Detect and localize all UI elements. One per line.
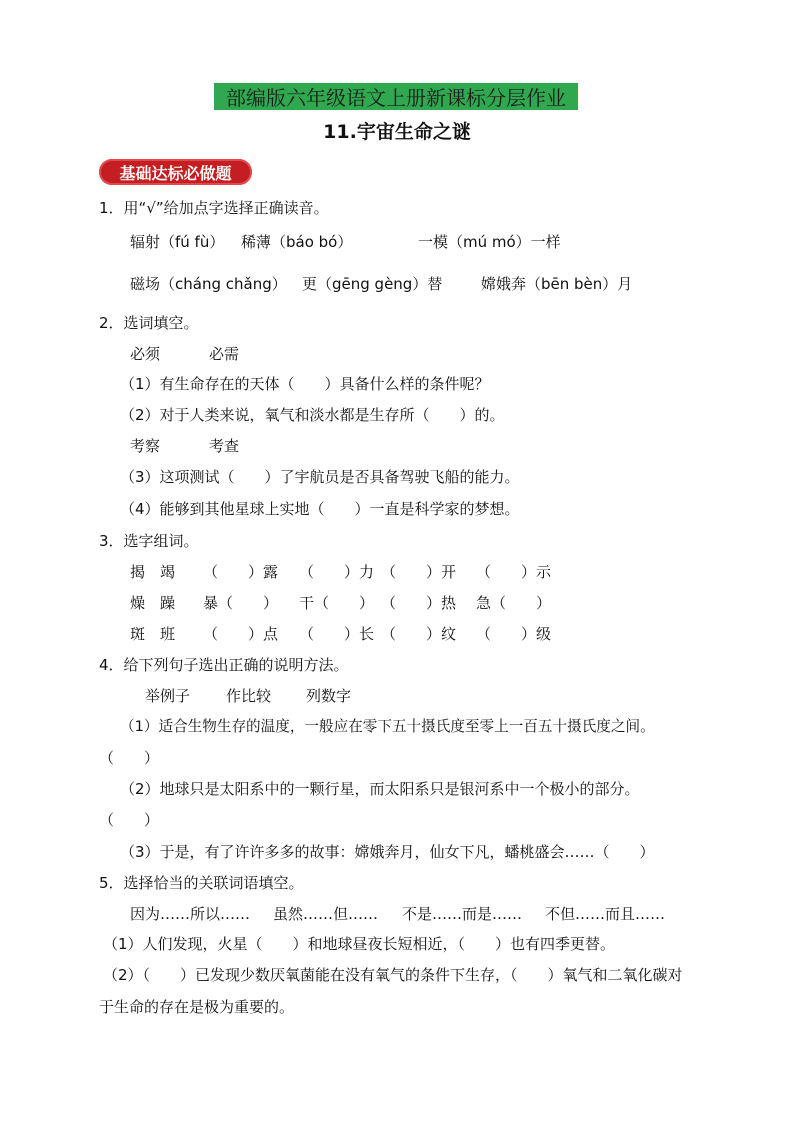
q2-word-option: 考查 [209,437,240,455]
q3-blank: （ ）长 [299,625,375,643]
question-5-title: 5．选择恰当的关联词语填空。 [99,874,304,892]
q2-sentence-3: （3）这项测试（ ）了宇航员是否具备驾驶飞船的能力。 [120,468,520,486]
q4-sentence-1: （1）适合生物生存的温度，一般应在零下五十摄氏度至零上一百五十摄氏度之间。 [120,718,655,735]
q3-blank: 干（ ） [299,594,375,612]
q5-connective-option: 不但……而且…… [545,905,666,923]
q5-sentence-1: （1）人们发现，火星（ ）和地球昼夜长短相近，（ ）也有四季更替。 [103,935,616,953]
q4-answer-blank: （ ） [99,749,160,767]
q1-item-1: 辐射（fú fù） [130,233,225,251]
q3-blank: （ ）热 [381,594,457,612]
q3-char-pair: 揭 竭 [130,563,176,581]
q3-blank: （ ）纹 [381,625,457,643]
q3-blank: 急（ ） [476,594,552,612]
q3-char-pair: 斑 班 [130,625,176,643]
q2-word-option: 必须 [130,345,161,363]
q4-method-option: 列数字 [306,687,352,705]
question-4-title: 4．给下列句子选出正确的说明方法。 [99,656,349,674]
q3-blank: （ ）级 [476,625,552,643]
q2-sentence-1: （1）有生命存在的天体（ ）具备什么样的条件呢？ [120,375,490,393]
q4-sentence-2: （2）地球只是太阳系中的一颗行星，而太阳系只是银河系中一个极小的部分。 [120,780,640,798]
q1-item-6: 嫦娥奔（bēn bèn）月 [481,275,633,293]
section-badge: 基础达标必做题 [99,159,252,185]
q1-item-5: 更（gēng gèng）替 [302,275,443,293]
q3-blank: （ ）力 [299,563,375,581]
q5-connective-option: 虽然……但…… [273,905,379,923]
q3-blank: （ ）示 [476,563,552,581]
q5-sentence-2: （2）（ ）已发现少数厌氧菌能在没有氧气的条件下生存，（ ）氧气和二氧化碳对 [103,966,683,984]
question-2-title: 2．选词填空。 [99,314,199,332]
q3-blank: （ ）开 [381,563,457,581]
q2-sentence-4: （4）能够到其他星球上实地（ ）一直是科学家的梦想。 [120,500,520,518]
q2-word-option: 必需 [209,345,240,363]
q3-blank: 暴（ ） [203,594,279,612]
q5-connective-option: 不是……而是…… [402,905,523,923]
q4-method-option: 作比较 [226,687,272,705]
q5-connective-option: 因为……所以…… [130,905,251,923]
lesson-title: 11.宇宙生命之谜 [323,121,471,143]
q5-sentence-2-continued: 于生命的存在是极为重要的。 [99,998,295,1016]
q3-blank: （ ）点 [203,625,279,643]
q2-sentence-2: （2）对于人类来说，氧气和淡水都是生存所（ ）的。 [120,406,505,424]
q4-method-option: 举例子 [145,687,191,705]
q4-sentence-3: （3）于是，有了许许多多的故事：嫦娥奔月，仙女下凡，蟠桃盛会……（ ） [120,843,655,861]
q4-answer-blank: （ ） [99,811,160,829]
q3-char-pair: 燥 躁 [130,594,176,612]
question-1-title: 1．用“√”给加点字选择正确读音。 [99,199,329,217]
series-title-banner: 部编版六年级语文上册新课标分层作业 [214,83,578,110]
q1-item-4: 磁场（cháng chǎng） [130,275,287,293]
q1-item-3: 一模（mú mó）一样 [418,233,561,251]
q2-word-option: 考察 [130,437,161,455]
question-3-title: 3．选字组词。 [99,532,199,550]
q3-blank: （ ）露 [203,563,279,581]
q1-item-2: 稀薄（báo bó） [241,233,353,251]
